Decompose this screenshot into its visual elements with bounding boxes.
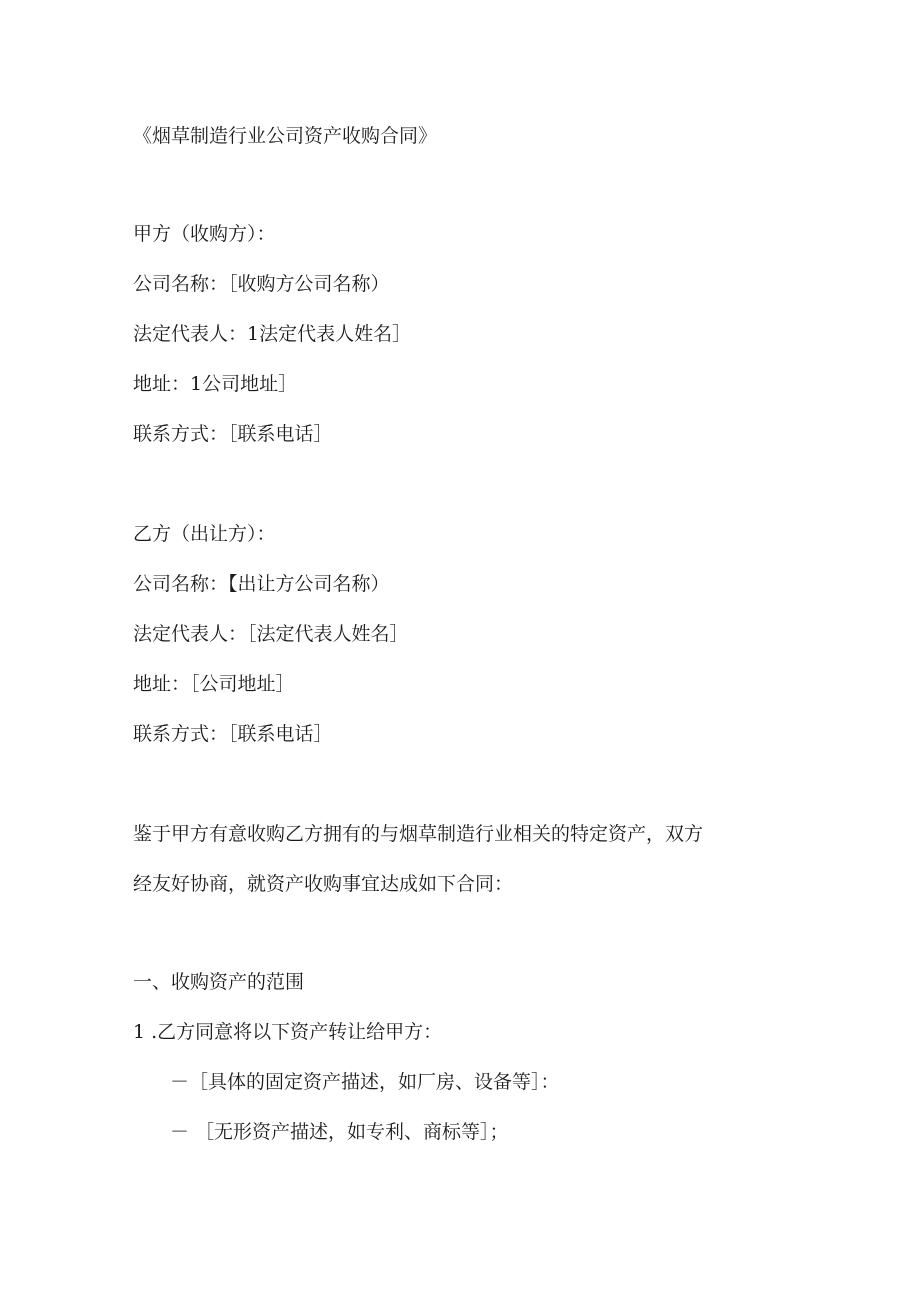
asset-item-intangible: － ［无形资产描述，如专利、商标等］； bbox=[170, 1121, 509, 1143]
party-a-heading: 甲方（收购方）： bbox=[133, 223, 276, 245]
document-title: 《烟草制造行业公司资产收购合同》 bbox=[133, 125, 438, 147]
party-b-contact: 联系方式：［联系电话］ bbox=[133, 723, 333, 745]
party-b-address: 地址：［公司地址］ bbox=[133, 673, 295, 695]
party-a-company: 公司名称：［收购方公司名称） bbox=[133, 273, 390, 295]
party-a-representative: 法定代表人：1法定代表人姓名］ bbox=[133, 323, 412, 345]
section-1-clause-1: 1 .乙方同意将以下资产转让给甲方： bbox=[133, 1021, 443, 1043]
asset-item-fixed: －［具体的固定资产描述，如厂房、设备等］： bbox=[170, 1071, 560, 1093]
party-a-contact: 联系方式：［联系电话］ bbox=[133, 423, 333, 445]
party-a-address: 地址：1公司地址］ bbox=[133, 373, 298, 395]
section-1-heading: 一、收购资产的范围 bbox=[133, 971, 305, 993]
preamble-line-2: 经友好协商，就资产收购事宜达成如下合同： bbox=[133, 873, 514, 895]
party-b-heading: 乙方（出让方）： bbox=[133, 523, 276, 545]
party-b-company: 公司名称：【出让方公司名称） bbox=[133, 573, 390, 595]
preamble-line-1: 鉴于甲方有意收购乙方拥有的与烟草制造行业相关的特定资产，双方 bbox=[133, 823, 704, 845]
party-b-representative: 法定代表人：［法定代表人姓名］ bbox=[133, 623, 409, 645]
